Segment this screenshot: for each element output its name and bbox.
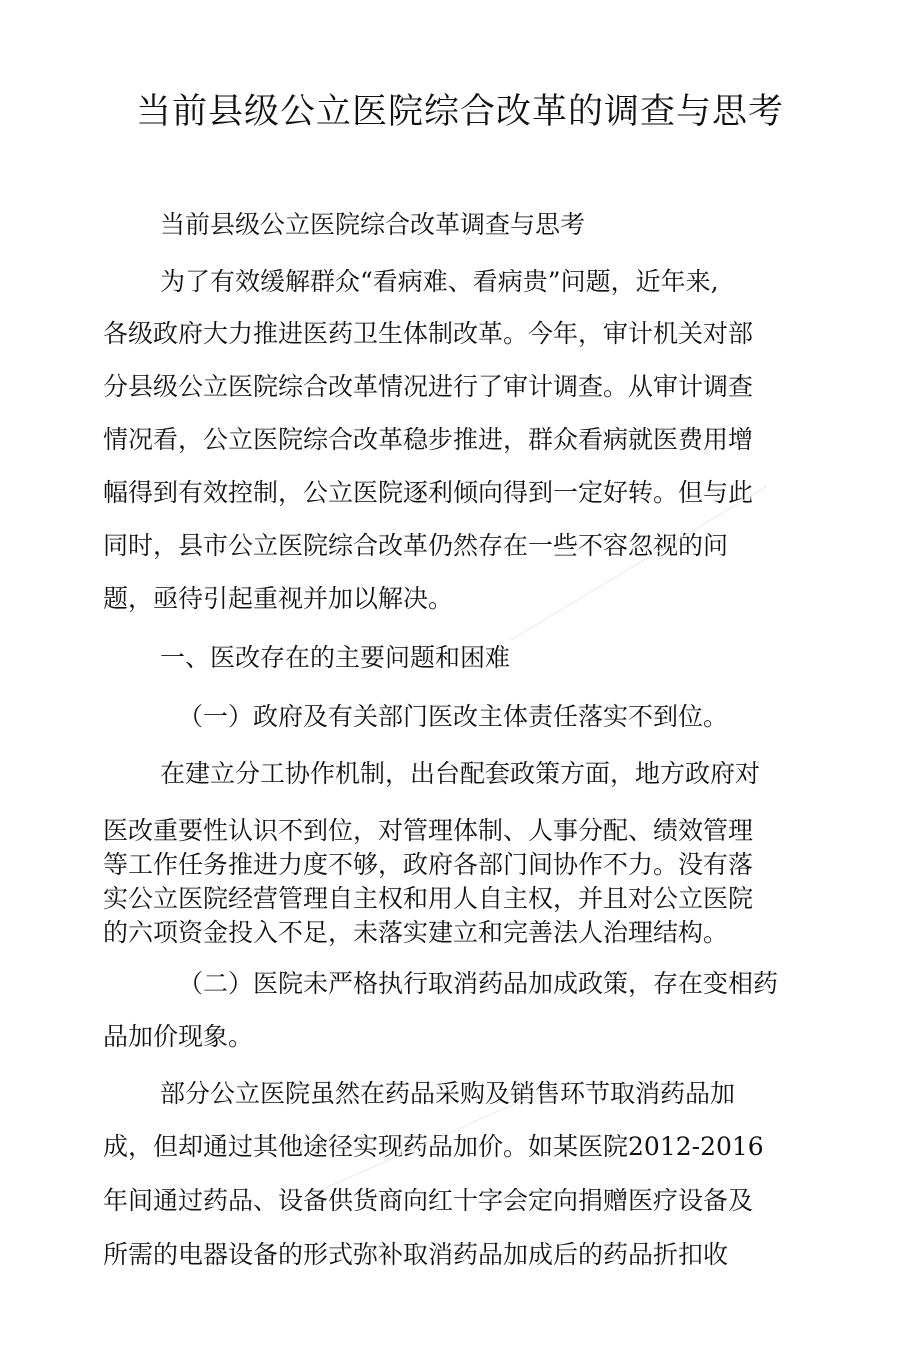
paragraph-line: 的六项资金投入不足，未落实建立和完善法人治理结构。: [103, 918, 729, 947]
paragraph-line: 年间通过药品、设备供货商向红十字会定向捐赠医疗设备及: [103, 1186, 754, 1215]
paragraph-line: 等工作任务推进力度不够，政府各部门间协作不力。没有落: [103, 850, 754, 879]
paragraph-line: 所需的电器设备的形式弥补取消药品加成后的药品折扣收: [103, 1240, 729, 1269]
paragraph-line: 为了有效缓解群众“看病难、看病贵”问题，近年来,: [160, 267, 719, 296]
paragraph-line: 实公立医院经营管理自主权和用人自主权，并且对公立医院: [103, 884, 754, 913]
paragraph-line: 幅得到有效控制，公立医院逐利倾向得到一定好转。但与此: [103, 478, 754, 507]
paragraph-line: 医改重要性认识不到位，对管理体制、人事分配、绩效管理: [103, 816, 754, 845]
paragraph-line: 成，但却通过其他途径实现药品加价。如某医院2012-2016: [103, 1132, 764, 1161]
paragraph-line: 题，亟待引起重视并加以解决。: [103, 584, 454, 613]
paragraph-line: 在建立分工协作机制，出台配套政策方面，地方政府对: [160, 759, 761, 788]
paragraph-line: 情况看，公立医院综合改革稳步推进，群众看病就医费用增: [103, 425, 754, 454]
paragraph-line: 各级政府大力推进医药卫生体制改革。今年，审计机关对部: [103, 319, 754, 348]
subsection-heading: （一）政府及有关部门医改主体责任落实不到位。: [178, 702, 729, 731]
paragraph-line: 分县级公立医院综合改革情况进行了审计调查。从审计调查: [103, 372, 754, 401]
paragraph-line: 部分公立医院虽然在药品采购及销售环节取消药品加: [160, 1079, 736, 1108]
paragraph-line: 同时，县市公立医院综合改革仍然存在一些不容忽视的问: [103, 531, 729, 560]
section-heading: 一、医改存在的主要问题和困难: [160, 643, 511, 672]
document-subtitle: 当前县级公立医院综合改革调查与思考: [160, 210, 586, 239]
subsection-heading-continued: 品加价现象。: [103, 1022, 254, 1051]
document-title: 当前县级公立医院综合改革的调查与思考: [135, 92, 784, 132]
subsection-heading: （二）医院未严格执行取消药品加成政策，存在变相药: [178, 969, 779, 998]
